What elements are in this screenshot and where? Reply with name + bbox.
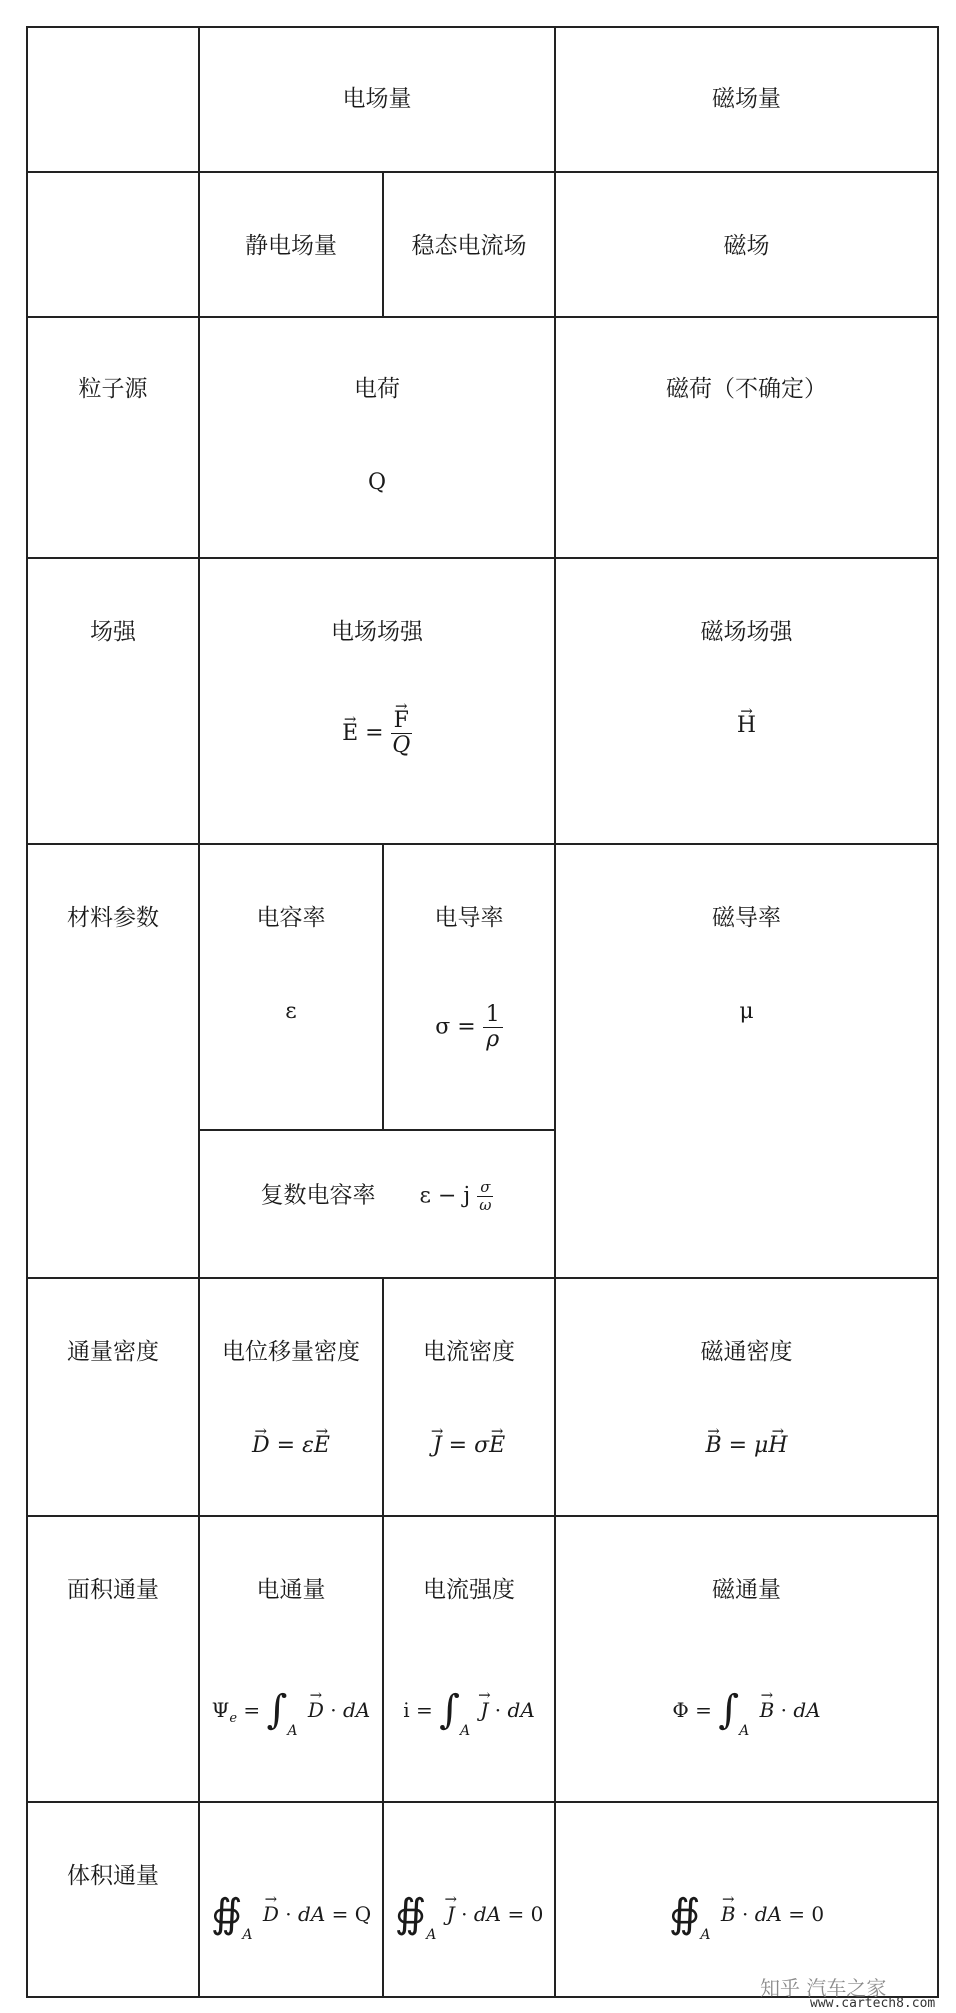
current-intensity-formula: $i = \int_A \to J$ · dA <box>384 1689 554 1728</box>
field-strength-label-cell <box>26 557 200 845</box>
source-label: 粒子源 <box>78 376 148 402</box>
closed-surface-current-cell <box>382 1801 556 1998</box>
phi-symbol: Φ <box>672 1698 689 1722</box>
field-strength-magnetic-cell <box>554 557 939 845</box>
complex-permittivity-label: 复数电容率 <box>260 1182 376 1209</box>
watermark-text: 知乎 汽车之家 <box>760 1976 887 2000</box>
area-subscript-1: A <box>287 1723 298 1739</box>
gauss-magnetic-result: = 0 <box>788 1902 825 1926</box>
omega-denominator: ω <box>479 1196 492 1214</box>
j-vector: → J <box>433 1431 442 1461</box>
j-vector-3: → J <box>447 1899 455 1929</box>
material-label-cell <box>26 843 200 1279</box>
h-vector: → H <box>737 711 756 741</box>
permeability-cell <box>554 843 939 1279</box>
header-electric-label: 电场量 <box>342 86 412 112</box>
current-intensity-label: 电流强度 <box>423 1577 515 1603</box>
e-vector: → E <box>342 719 358 749</box>
e-vector-2: → E <box>314 1431 330 1461</box>
charge-label: 电荷 <box>354 376 400 402</box>
closed-surface-integral-icon: ∯ <box>394 1891 427 1937</box>
psi-symbol: Ψ <box>211 1698 230 1722</box>
volume-flux-label: 体积通量 <box>67 1863 159 1889</box>
closed-surface-magnetic-cell <box>554 1801 939 1998</box>
h-vector-2: → H <box>768 1431 787 1461</box>
complex-permittivity-lhs: ε − j <box>419 1183 471 1209</box>
magnetic-flux-density-label: 磁通密度 <box>700 1339 793 1365</box>
area-subscript-4: A <box>242 1927 253 1943</box>
displacement-density-cell <box>198 1277 384 1517</box>
d-vector: → D <box>252 1431 270 1461</box>
surface-flux-label-cell <box>26 1515 200 1803</box>
magnetic-flux-formula: $\Phi = \int_A \to B$ · dA <box>556 1689 937 1728</box>
flux-density-label-cell <box>26 1277 200 1517</box>
closed-surface-electric-cell <box>198 1801 384 1998</box>
conductivity-label: 电导率 <box>434 905 504 931</box>
gauss-electric-result: = Q <box>331 1902 372 1926</box>
psi-subscript: e <box>229 1711 238 1726</box>
b-vector-3: → B <box>721 1899 736 1929</box>
closed-surface-integral-icon: ∯ <box>668 1891 701 1937</box>
gauss-electric-formula: $∯_A \to D$ · dA = Q <box>200 1893 382 1932</box>
displacement-formula: → D = ε→ E <box>200 1431 382 1461</box>
current-density-label: 电流密度 <box>423 1339 515 1365</box>
header-magnetic-label: 磁场量 <box>712 86 781 112</box>
displacement-density-label: 电位移量密度 <box>222 1339 360 1365</box>
subheader-empty-cell <box>26 171 200 318</box>
source-electric-cell <box>198 316 556 559</box>
current-intensity-cell <box>382 1515 556 1803</box>
conductivity-formula: σ = $\frac{1}{\rho}$ <box>384 1003 554 1052</box>
magnetic-flux-cell <box>554 1515 939 1803</box>
continuity-formula: $∯_A \to J$ · dA = 0 <box>384 1893 554 1932</box>
permittivity-label: 电容率 <box>256 905 326 931</box>
b-vector-2: → B <box>760 1695 775 1725</box>
area-subscript-5: A <box>426 1927 437 1943</box>
electric-flux-label: 电通量 <box>256 1577 326 1603</box>
area-subscript-2: A <box>459 1723 471 1739</box>
j-vector-2: → J <box>480 1695 488 1725</box>
closed-surface-integral-icon: ∯ <box>210 1891 243 1937</box>
magnetic-field-strength-label: 磁场场强 <box>700 619 793 645</box>
area-subscript-3: A <box>739 1723 750 1739</box>
permittivity-symbol: ε <box>285 999 297 1024</box>
subheader-electrostatic-cell <box>198 171 384 318</box>
continuity-result: = 0 <box>507 1902 544 1926</box>
magnetic-field-label: 磁场 <box>723 233 770 259</box>
da-term-3: dA <box>793 1698 821 1722</box>
current-density-formula: → J = σ→ E <box>384 1431 554 1461</box>
epsilon-coef: ε <box>302 1433 314 1458</box>
conductivity-cell <box>382 843 556 1131</box>
da-term-5: dA <box>473 1902 502 1926</box>
source-label-cell <box>26 316 200 559</box>
magnetic-flux-label: 磁通量 <box>712 1577 781 1603</box>
integral-icon: ∫ <box>266 1687 288 1733</box>
complex-permittivity-cell <box>198 1129 556 1279</box>
integral-icon: ∫ <box>718 1687 740 1733</box>
surface-flux-label: 面积通量 <box>67 1577 159 1603</box>
header-magnetic-cell <box>554 26 939 173</box>
current-density-cell <box>382 1277 556 1517</box>
integral-icon: ∫ <box>439 1687 460 1733</box>
one-numerator: 1 <box>483 1003 503 1028</box>
e-vector-3: → E <box>489 1431 505 1461</box>
sigma-symbol: σ <box>435 1014 451 1040</box>
magnetic-field-formula <box>556 711 937 741</box>
magnetic-flux-density-formula: → B = μ→ H <box>556 1431 937 1461</box>
permittivity-cell <box>198 843 384 1131</box>
watermark-url: www.cartech8.com <box>810 1996 936 2011</box>
d-vector-3: → D <box>263 1899 279 1929</box>
force-over-charge-fraction <box>391 709 412 758</box>
sigma-coef: σ <box>474 1433 490 1458</box>
i-symbol: i <box>403 1698 410 1722</box>
electric-field-strength-label: 电场场强 <box>331 619 423 645</box>
electrostatic-label: 静电场量 <box>245 233 337 259</box>
field-strength-electric-cell <box>198 557 556 845</box>
d-vector-2: → D <box>308 1695 324 1725</box>
b-vector: → B <box>705 1431 721 1461</box>
permeability-symbol: μ <box>739 999 754 1024</box>
steady-current-label: 稳态电流场 <box>411 233 527 259</box>
electric-flux-formula: $\Psi_e = \int_A \to D$ · dA <box>200 1689 382 1734</box>
magnetic-charge-label: 磁荷（不确定） <box>666 376 827 402</box>
gauss-magnetic-formula: $∯_A \to B$ · dA = 0 <box>556 1893 937 1932</box>
flux-density-label: 通量密度 <box>67 1339 159 1365</box>
electric-field-formula: → E = → $\frac{F}{Q}$ <box>200 709 554 758</box>
f-vector: → F <box>394 709 409 733</box>
sigma-numerator: σ <box>477 1179 493 1197</box>
subheader-magnetic-field-cell <box>554 171 939 318</box>
mu-coef: μ <box>754 1433 769 1458</box>
subheader-steady-current-cell <box>382 171 556 318</box>
header-empty-cell <box>26 26 200 173</box>
permeability-label: 磁导率 <box>712 905 781 931</box>
field-strength-label: 场强 <box>90 619 136 645</box>
source-magnetic-cell <box>554 316 939 559</box>
da-term-4: dA <box>298 1902 326 1926</box>
sigma-over-omega-fraction <box>477 1179 493 1214</box>
area-subscript-6: A <box>700 1927 711 1943</box>
complex-permittivity-row <box>200 1179 554 1214</box>
electric-flux-cell <box>198 1515 384 1803</box>
da-term-2: dA <box>507 1698 535 1722</box>
one-over-rho-fraction <box>483 1003 503 1052</box>
header-electric-cell <box>198 26 556 173</box>
charge-symbol: Q <box>367 470 387 495</box>
magnetic-flux-density-cell <box>554 1277 939 1517</box>
material-label: 材料参数 <box>67 905 159 931</box>
da-term-6: dA <box>754 1902 782 1926</box>
rho-denominator: ρ <box>486 1027 500 1052</box>
q-denominator: Q <box>392 733 411 758</box>
da-term-1: dA <box>342 1698 371 1722</box>
volume-flux-label-cell <box>26 1801 200 1998</box>
